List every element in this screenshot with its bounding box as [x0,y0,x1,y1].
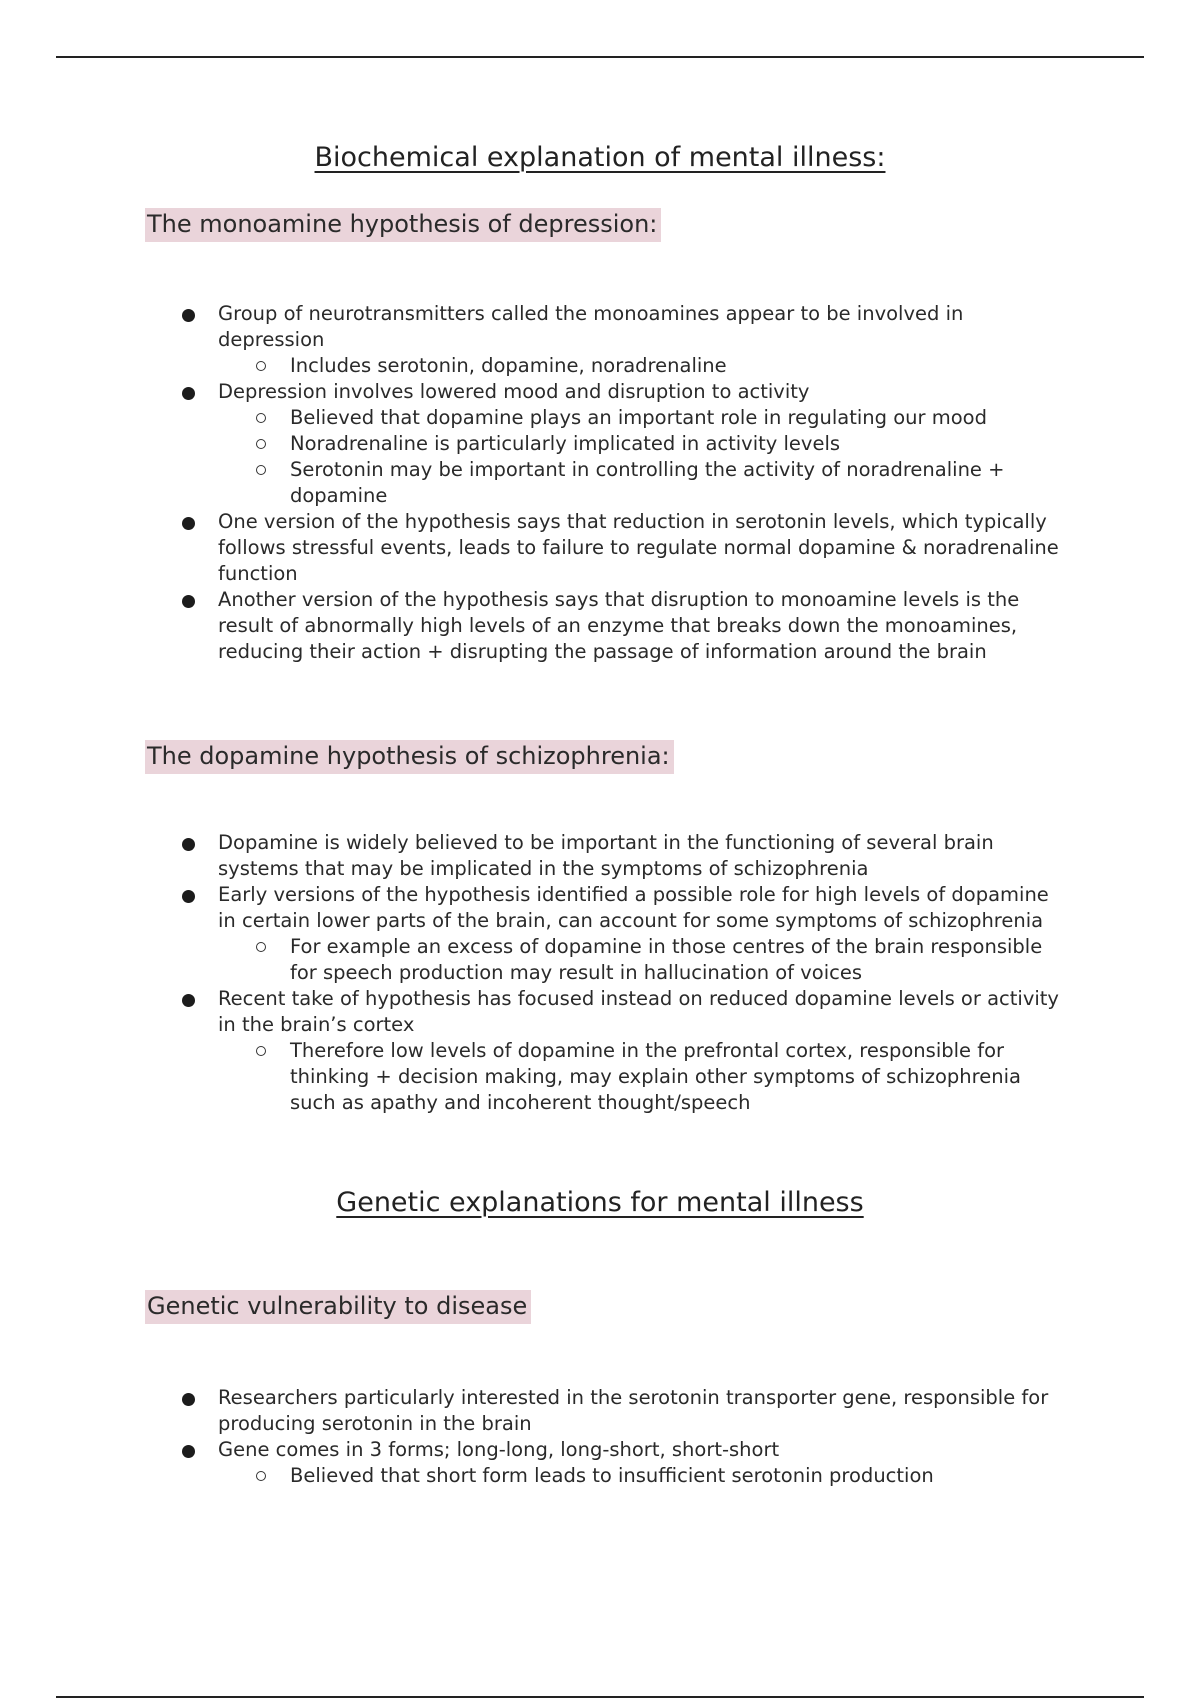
list-item: Gene comes in 3 forms; long-long, long-short, short-short [180,1437,1060,1463]
page-title: Biochemical explanation of mental illness: [314,142,886,173]
list-item: Group of neurotransmitters called the monoamines appear to be involved in depression [180,301,1060,353]
bullet-icon [182,1445,195,1458]
monoamine-list [180,301,1060,665]
sub-list-item: Therefore low levels of dopamine in the prefrontal cortex, responsible for thinking + decision making, may explain other symptoms of schizophrenia such as apathy and incoherent thought/speech [180,1038,1060,1116]
hollow-bullet-icon [256,1046,266,1056]
section-heading-dopamine: The dopamine hypothesis of schizophrenia: [145,740,674,774]
list-item: Researchers particularly interested in the serotonin transporter gene, responsible for producing serotonin in the brain [180,1385,1060,1437]
hollow-bullet-icon [256,361,266,371]
sub-list-item: For example an excess of dopamine in those centres of the brain responsible for speech production may result in hallucination of voices [180,934,1060,986]
bullet-icon [182,838,195,851]
list-item: Recent take of hypothesis has focused instead on reduced dopamine levels or activity in the brain’s cortex [180,986,1060,1038]
bullet-icon [182,595,195,608]
sub-list-item: Believed that short form leads to insufficient serotonin production [180,1463,1060,1489]
section-heading-genetic: Genetic vulnerability to disease [145,1290,531,1324]
sub-list-item: Believed that dopamine plays an important role in regulating our mood [180,405,1060,431]
sub-list-item: Includes serotonin, dopamine, noradrenaline [180,353,1060,379]
hollow-bullet-icon [256,413,266,423]
hollow-bullet-icon [256,439,266,449]
list-item: Depression involves lowered mood and disruption to activity [180,379,1060,405]
bullet-icon [182,309,195,322]
list-item: Dopamine is widely believed to be important in the functioning of several brain systems that may be implicated in the symptoms of schizophrenia [180,830,1060,882]
dopamine-list [180,830,1060,1116]
bullet-icon [182,890,195,903]
section-heading-monoamine: The monoamine hypothesis of depression: [145,208,661,242]
bullet-icon [182,994,195,1007]
bullet-icon [182,517,195,530]
list-item: Another version of the hypothesis says that disruption to monoamine levels is the result of abnormally high levels of an enzyme that breaks down the monoamines, reducing their action + disrupting the passage of information around the brain [180,587,1060,665]
list-item: One version of the hypothesis says that reduction in serotonin levels, which typically follows stressful events, leads to failure to regulate normal dopamine & noradrenaline function [180,509,1060,587]
top-rule [56,56,1144,58]
genetic-title: Genetic explanations for mental illness [336,1187,864,1218]
bottom-rule [56,1696,1144,1698]
sub-list-item: Serotonin may be important in controlling the activity of noradrenaline + dopamine [180,457,1060,509]
sub-list-item: Noradrenaline is particularly implicated in activity levels [180,431,1060,457]
bullet-icon [182,1393,195,1406]
hollow-bullet-icon [256,942,266,952]
list-item: Early versions of the hypothesis identified a possible role for high levels of dopamine in certain lower parts of the brain, can account for some symptoms of schizophrenia [180,882,1060,934]
hollow-bullet-icon [256,465,266,475]
hollow-bullet-icon [256,1471,266,1481]
bullet-icon [182,387,195,400]
genetic-list [180,1385,1060,1489]
